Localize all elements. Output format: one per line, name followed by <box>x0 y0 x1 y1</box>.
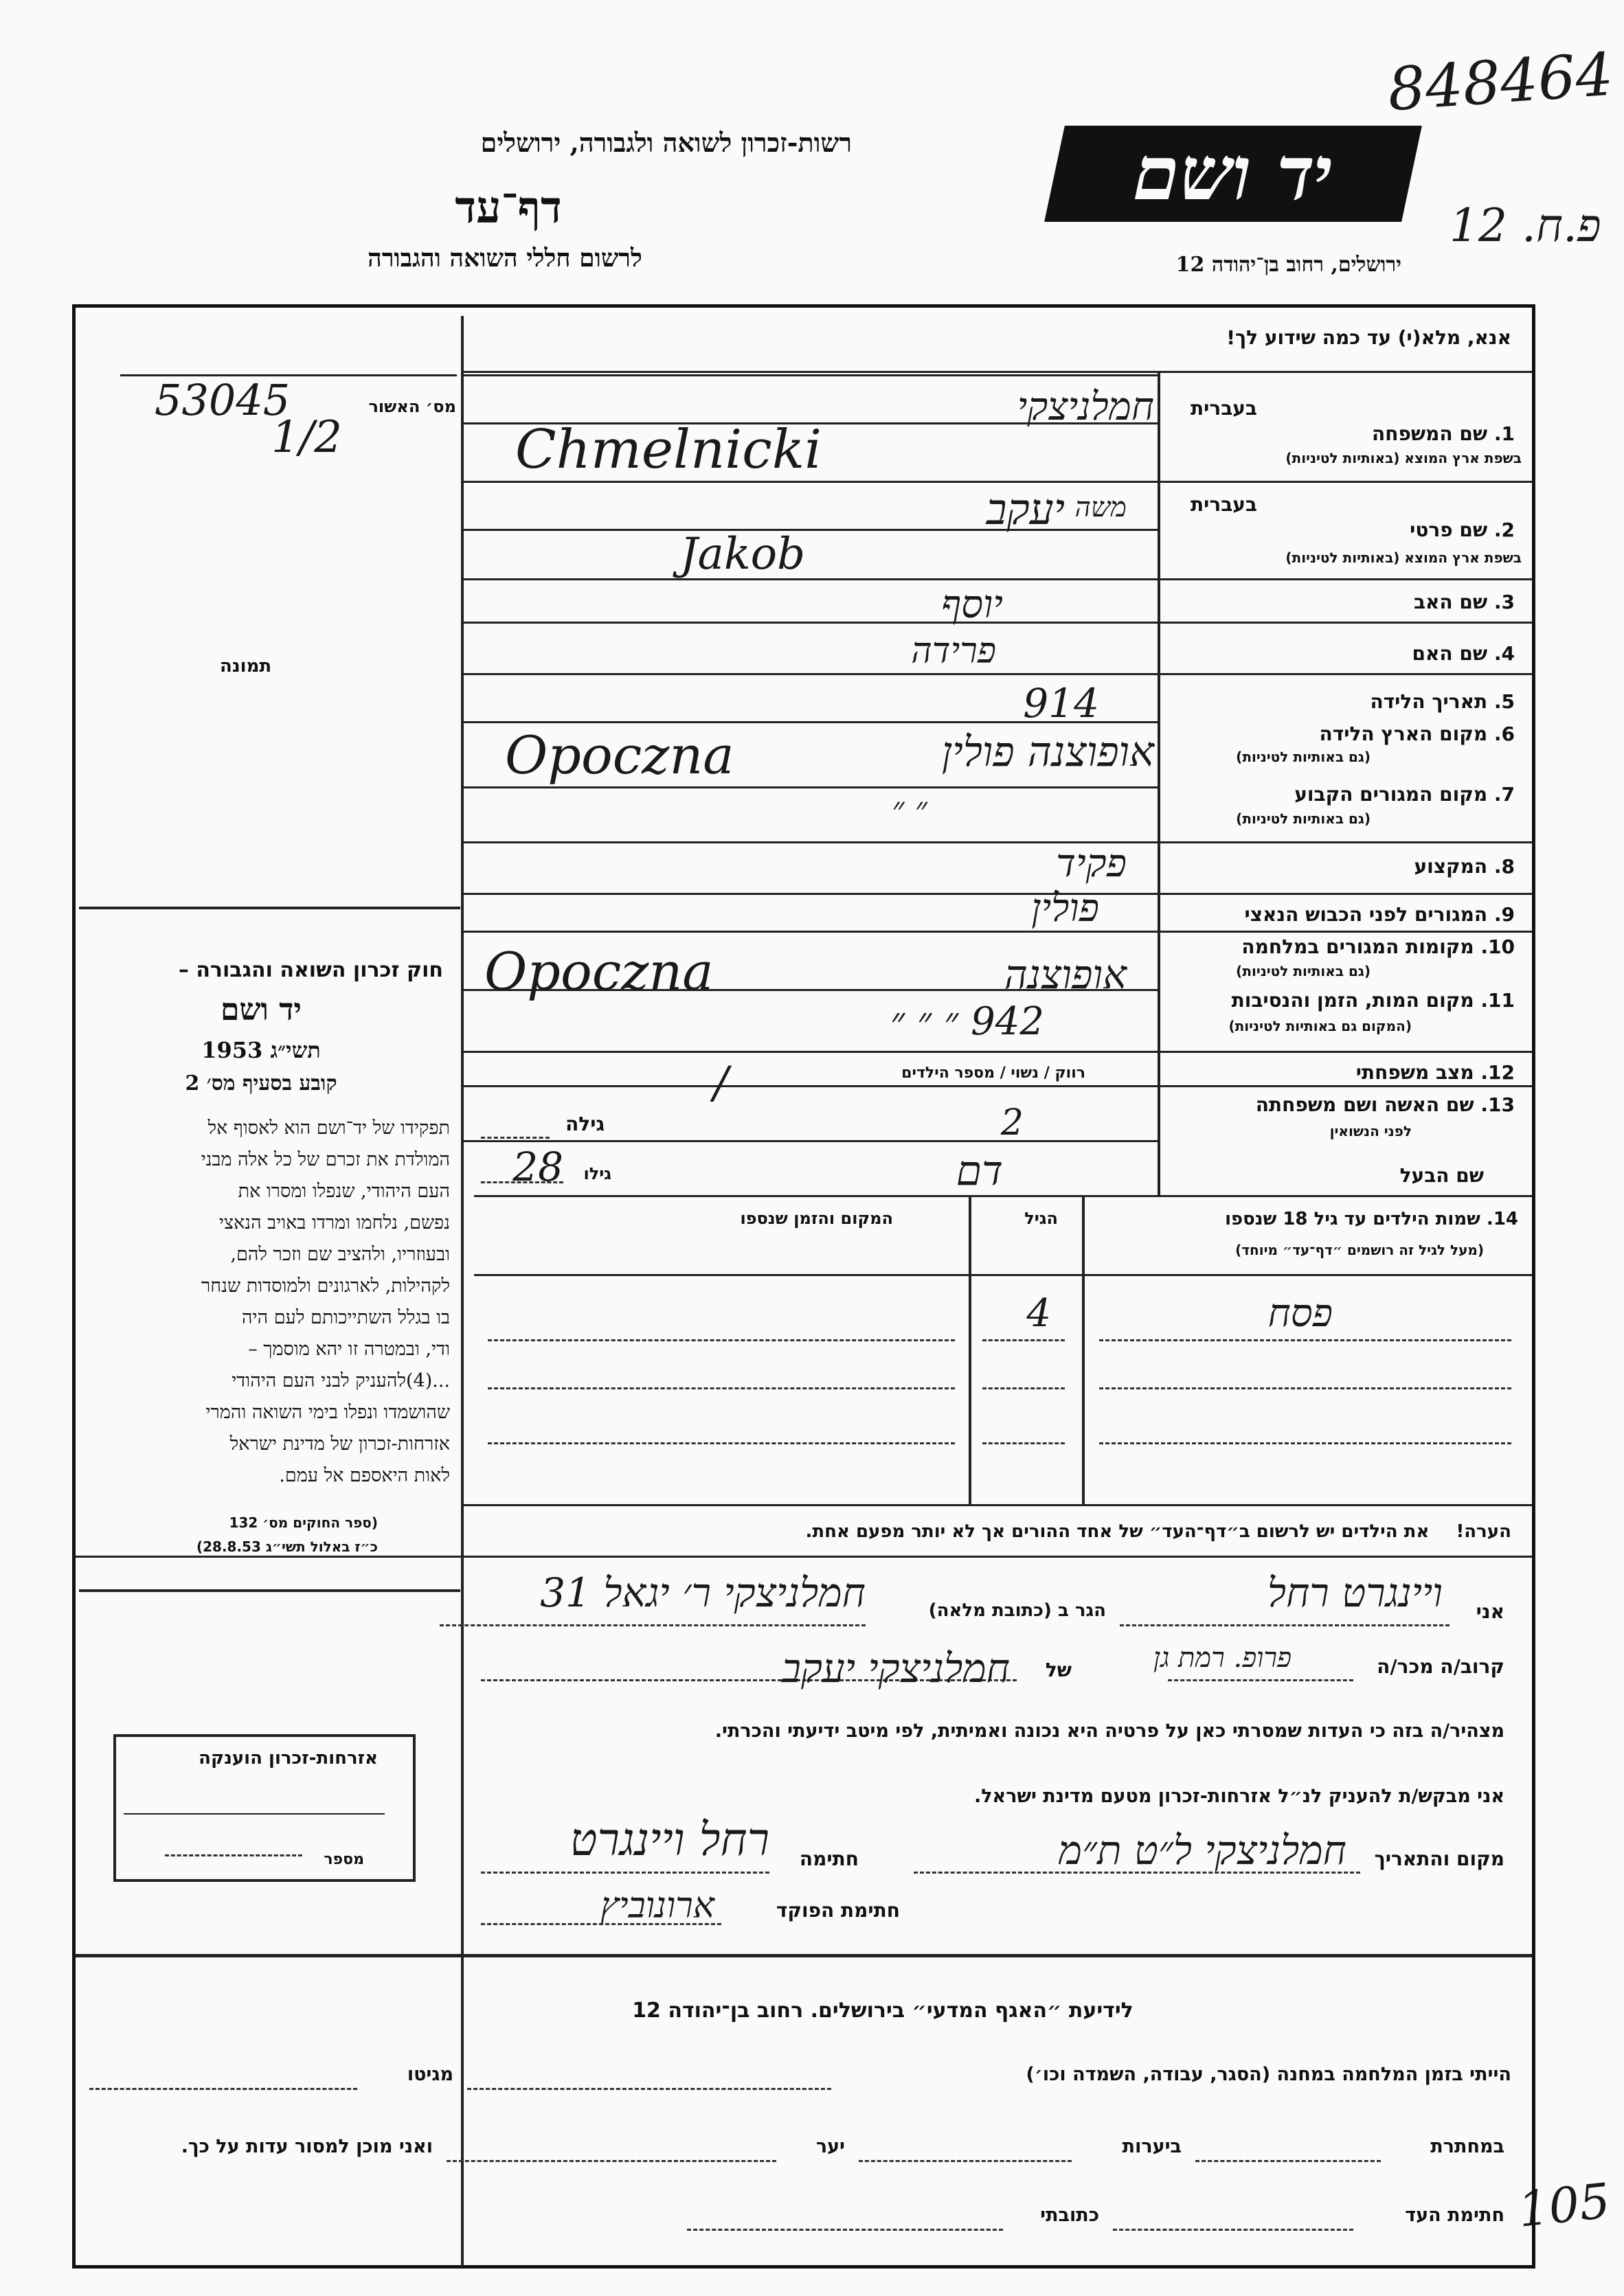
field-5-label: 5. תאריך הלידה <box>1370 690 1515 713</box>
corner-note: פ.ח. 12 <box>1450 199 1601 252</box>
husband-age: 28 <box>512 1144 563 1190</box>
field-13-label: 13. שם האשה ושם משפחתה <box>1255 1093 1515 1116</box>
children-sub: (מעל לגיל זה רושמים ״דף־עד״ מיוחד) <box>1235 1242 1484 1258</box>
form-subtitle: לרשום חללי השואה והגבורה <box>368 244 642 273</box>
decl-relation-label: קרוב/ה מכר/ה <box>1377 1655 1504 1678</box>
given-name-prefix: משה <box>1074 492 1127 523</box>
decl-relation-extra: פרופ. רמת גן <box>1153 1642 1292 1674</box>
authority-name: רשות-זכרון לשואה ולגבורה, ירושלים <box>480 127 852 158</box>
surname-latin: Chmelnicki <box>515 419 822 481</box>
approval-label: מס׳ האשור <box>368 397 456 416</box>
given-name-latin: Jakob <box>680 529 806 580</box>
photo-label: תמונה <box>220 656 272 677</box>
instruction-divider <box>464 371 1532 373</box>
field-12-label: 12. מצב משפחתי <box>1355 1061 1515 1084</box>
footer-line-3-mid: כתובתי <box>1040 2205 1099 2226</box>
footer-title: לידיעת ״האגף המדעי״ בירושלים. רחוב בן־יהודה 12 <box>632 1999 1134 2023</box>
footer-line-2-end: ואני מוכן למסור עדות על כך. <box>181 2136 433 2157</box>
field-2-sub: בשפת ארץ המוצא (באותיות לטיניות) <box>1285 549 1522 566</box>
approval-box <box>120 323 457 376</box>
birth-date: 914 <box>1023 680 1099 727</box>
archive-number: 848464 <box>1385 40 1616 125</box>
given-name-hebrew: יעקב <box>986 484 1065 534</box>
field-6-sub: (גם באותיות לטיניות) <box>1236 749 1371 765</box>
law-name: יד ושם <box>221 992 302 1027</box>
officer-signature: ארונוביץ <box>600 1885 714 1926</box>
marital-status-options: רווק / נשוי / מספר הילדים <box>901 1065 1085 1082</box>
note: הערה! את הילדים יש לרשום ב״דף־העד״ של אחד ההורים אך לא יותר מפעם אחת. <box>805 1521 1511 1542</box>
footer-line-2-mid1: ביערות <box>1122 2136 1182 2157</box>
wife-name-value: 2 <box>1000 1102 1024 1144</box>
profession: פקיד <box>1056 841 1127 886</box>
place-date-label: מקום והתאריך <box>1374 1848 1504 1870</box>
field-7-label: 7. מקום המגורים הקבוע <box>1294 783 1515 806</box>
footer-line-1-end: מגיטו <box>407 2064 453 2085</box>
field-6-label: 6. מקום הארץ הלידה <box>1319 723 1515 745</box>
surname-hebrew: חמלניצקי <box>1017 385 1154 429</box>
death-details: 942 ״ ״ ״ <box>890 999 1044 1044</box>
husband-value: דם <box>956 1147 1003 1195</box>
law-text <box>86 1113 450 1492</box>
corner-bottom-note: 105 <box>1515 2172 1613 2238</box>
footer-line-3-start: חתימת העד <box>1405 2205 1504 2226</box>
place-date-value: חמלניצקי ל״ט ת״מ <box>1058 1827 1346 1874</box>
law-line: בו בגלל השתייכותם לעם היה <box>241 1307 450 1328</box>
law-line: העם היהודי, שנפלו ומסרו את <box>238 1181 450 1202</box>
decl-resides-label: הגר ב (כתובת מלאה) <box>928 1600 1106 1621</box>
children-place-header: המקום והזמן שנספו <box>740 1209 893 1228</box>
field-7-sub: (גם באותיות לטיניות) <box>1236 810 1371 827</box>
citizenship-number-label: מספר <box>324 1851 364 1868</box>
declarant-name: ויינגרט רחל <box>1267 1569 1443 1616</box>
law-year: תשי״ג 1953 <box>201 1037 321 1063</box>
field-10-label: 10. מקומות המגורים במלחמה <box>1241 935 1515 958</box>
footer-line-2-start: במחתרת <box>1430 2136 1504 2157</box>
marital-status-mark: / <box>713 1058 728 1109</box>
field-4-label: 4. שם האם <box>1412 642 1515 665</box>
children-header: 14. שמות הילדים עד גיל 18 שנספו <box>1225 1209 1518 1229</box>
child-name: פסח <box>1267 1291 1333 1336</box>
field-9-label: 9. המגורים לפני הכבוש הנאצי <box>1244 903 1515 926</box>
children-age-header: הגיל <box>1024 1209 1058 1228</box>
husband-age-label: גילו <box>583 1164 611 1183</box>
law-line: נפשם, נלחמו ומרדו באויב הנאצי <box>218 1212 450 1234</box>
birth-place-latin: Opoczna <box>505 725 734 786</box>
law-title: חוק זכרון השואה והגבורה – <box>178 958 443 982</box>
law-line: אזרחות-זכרון של מדינת ישראל <box>229 1433 450 1455</box>
field-1-sub: בשפת ארץ המוצא (באותיות לטיניות) <box>1285 450 1522 466</box>
father-name: יוסף <box>941 582 1003 627</box>
field-2-label: 2. שם פרטי <box>1410 519 1515 541</box>
officer-signature-label: חתימת הפוקד <box>776 1899 900 1922</box>
decl-of-name: חמלניצקי יעקב <box>782 1645 1010 1692</box>
birth-place-hebrew: אופוצנה פולין <box>941 728 1154 776</box>
residence: ״ ״ <box>892 790 927 828</box>
yad-vashem-logo: יד ושם <box>1044 126 1422 222</box>
law-ref-1: (ספר החוקים מס׳ 132 <box>229 1514 378 1531</box>
child-age: 4 <box>1026 1291 1051 1336</box>
law-line: לאות היאספם אל עמם. <box>279 1465 450 1486</box>
form-title: דף־עד <box>455 182 562 234</box>
decl-of-label: של <box>1045 1659 1072 1681</box>
law-line: ...(4)להעניק לבני העם היהודי <box>232 1370 450 1391</box>
law-line: ובעוזריו, ולהציב שם וזכר להם, <box>230 1244 450 1265</box>
field-13-sub: לפני הנשואין <box>1329 1123 1412 1139</box>
field-11-label: 11. מקום המות, הזמן והנסיבות <box>1231 989 1515 1012</box>
field-2-heb-label: בעברית <box>1190 493 1257 516</box>
field-3-label: 3. שם האב <box>1413 591 1515 613</box>
field-1-label: 1. שם המשפחה <box>1372 422 1515 445</box>
footer-line-1: הייתי בזמן המלחמה במחנה (הסגר, עבודה, השמדה וכו׳) <box>1026 2064 1511 2085</box>
law-section: קובע בסעיף מס׳ 2 <box>185 1071 337 1095</box>
field-10-sub: (גם באותיות לטיניות) <box>1236 963 1371 979</box>
law-ref-2: כ״ז באלול תשי״ג 28.8.53) <box>196 1538 378 1555</box>
approval-fraction: 1/2 <box>271 412 342 463</box>
citizenship-title: אזרחות-זכרון הוענקה <box>199 1748 378 1769</box>
field-1-heb-label: בעברית <box>1190 397 1257 420</box>
decl-text-1: מצהיר/ה בזה כי העדות שמסרתי כאן על פרטיה היא נכונה ואמיתית, לפי מיטב ידיעתי והכרתי. <box>714 1720 1504 1742</box>
field-11-sub: (המקום גם באותיות לטיניות) <box>1228 1018 1412 1034</box>
wartime-residence-latin: Opoczna <box>484 941 714 1002</box>
signature-label: חתימה <box>799 1848 859 1870</box>
field-8-label: 8. המקצוע <box>1414 855 1515 878</box>
residence-before-occupation: פולין <box>1031 886 1099 931</box>
address: ירושלים, רחוב בן־יהודה 12 <box>1175 253 1401 277</box>
decl-text-2: אני מבקש/ת להעניק לנ״ל אזרחות-זכרון מטעם מדינת ישראל. <box>973 1786 1504 1807</box>
law-line: המולדת את זכרם של כל אלה מבני <box>201 1149 450 1170</box>
approval-number: 53045 <box>155 375 291 425</box>
signature-value: רחל ויינגרט <box>569 1813 769 1866</box>
law-line: תפקידו של יד־ושם הוא לאסוף אל <box>207 1117 450 1139</box>
decl-i-label: אני <box>1476 1600 1504 1623</box>
husband-label: שם הבעל <box>1399 1164 1484 1187</box>
declarant-address: חמלניצקי ר׳ יגאל 31 <box>540 1569 866 1616</box>
law-line: שהושמדו ונפלו בימי השואה והמרי <box>205 1402 450 1423</box>
mother-name: פרידה <box>911 630 996 672</box>
instruction: אנא, מלא(י) עד כמה שידוע לך! <box>1226 326 1511 349</box>
wartime-residence-hebrew: אופוצנה <box>1004 951 1127 998</box>
label-column-divider <box>1158 371 1160 1195</box>
law-line: לקהילות, לארגונים ולמוסדות שנחר <box>201 1275 450 1297</box>
wife-age-label: גילה <box>565 1113 605 1135</box>
footer-line-2-mid2: יער <box>815 2136 845 2157</box>
law-line: ודי, ובמטרה זו יהא מוסמך – <box>248 1339 450 1360</box>
